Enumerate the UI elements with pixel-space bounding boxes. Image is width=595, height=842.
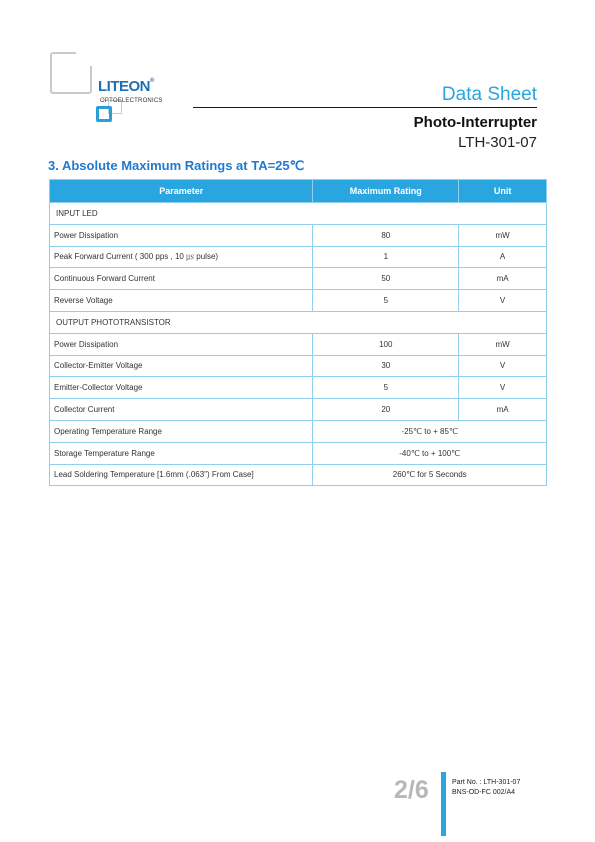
table-row xyxy=(50,268,547,290)
table-row xyxy=(50,442,547,464)
parameter-cell: Continuous Forward Current xyxy=(50,268,313,290)
footer-accent-bar xyxy=(441,772,446,836)
table-header-row xyxy=(50,180,547,203)
table-row xyxy=(50,399,547,421)
footer-part-info xyxy=(452,778,520,798)
header-maximum-rating: Maximum Rating xyxy=(313,180,459,203)
header-divider xyxy=(193,107,537,108)
parameter-cell: Reverse Voltage xyxy=(50,290,313,312)
parameter-cell: Power Dissipation xyxy=(50,224,313,246)
parameter-cell: Collector-Emitter Voltage xyxy=(50,355,313,377)
parameter-cell: Emitter-Collector Voltage xyxy=(50,377,313,399)
rating-cell: 50 xyxy=(313,268,459,290)
table-row xyxy=(50,420,547,442)
section-title: 3. Absolute Maximum Ratings at TA=25℃ xyxy=(48,158,305,173)
unit-cell: mW xyxy=(459,333,547,355)
rating-cell: 80 xyxy=(313,224,459,246)
unit-cell: V xyxy=(459,377,547,399)
rating-cell: 5 xyxy=(313,290,459,312)
parameter-cell: Lead Soldering Temperature [1.6mm (.063") From Case] xyxy=(50,464,313,486)
brand-name: LITEON® xyxy=(98,78,154,95)
unit-cell: mA xyxy=(459,268,547,290)
rating-cell: 1 xyxy=(313,246,459,268)
footer-doc-code: BNS-OD-FC 002/A4 xyxy=(452,789,516,796)
parameter-cell: Power Dissipation xyxy=(50,333,313,355)
footer-part-number: Part No. : LTH-301-07 xyxy=(452,779,521,786)
parameter-cell: Operating Temperature Range xyxy=(50,420,313,442)
rating-cell: 260℃ for 5 Seconds xyxy=(313,464,547,486)
header-parameter: Parameter xyxy=(50,180,313,203)
part-number: LTH-301-07 xyxy=(458,134,537,151)
table-row xyxy=(50,464,547,486)
unit-cell: A xyxy=(459,246,547,268)
parameter-cell: Peak Forward Current ( 300 pps , 10 ㎲ pulse) xyxy=(50,246,313,268)
unit-cell: mA xyxy=(459,399,547,421)
ratings-table xyxy=(49,179,547,486)
table-group-row xyxy=(50,203,547,225)
rating-cell: 20 xyxy=(313,399,459,421)
header-unit: Unit xyxy=(459,180,547,203)
table-row xyxy=(50,290,547,312)
brand-subtitle: OPTOELECTRONICS xyxy=(100,98,163,104)
unit-cell: mW xyxy=(459,224,547,246)
logo-blue-square-icon xyxy=(96,106,112,122)
rating-cell: 100 xyxy=(313,333,459,355)
liteon-logo xyxy=(50,52,190,128)
rating-cell: 5 xyxy=(313,377,459,399)
table-row xyxy=(50,333,547,355)
table-row xyxy=(50,246,547,268)
table-group-row xyxy=(50,311,547,333)
doc-title: Data Sheet xyxy=(441,84,537,105)
group-label: INPUT LED xyxy=(50,203,547,225)
page-number: 2/6 xyxy=(394,776,429,804)
table-row xyxy=(50,377,547,399)
unit-cell: V xyxy=(459,290,547,312)
rating-cell: -25℃ to + 85℃ xyxy=(313,420,547,442)
rating-cell: -40℃ to + 100℃ xyxy=(313,442,547,464)
product-name: Photo-Interrupter xyxy=(413,114,537,131)
parameter-cell: Storage Temperature Range xyxy=(50,442,313,464)
rating-cell: 30 xyxy=(313,355,459,377)
unit-cell: V xyxy=(459,355,547,377)
table-row xyxy=(50,224,547,246)
table-row xyxy=(50,355,547,377)
group-label: OUTPUT PHOTOTRANSISTOR xyxy=(50,311,547,333)
parameter-cell: Collector Current xyxy=(50,399,313,421)
